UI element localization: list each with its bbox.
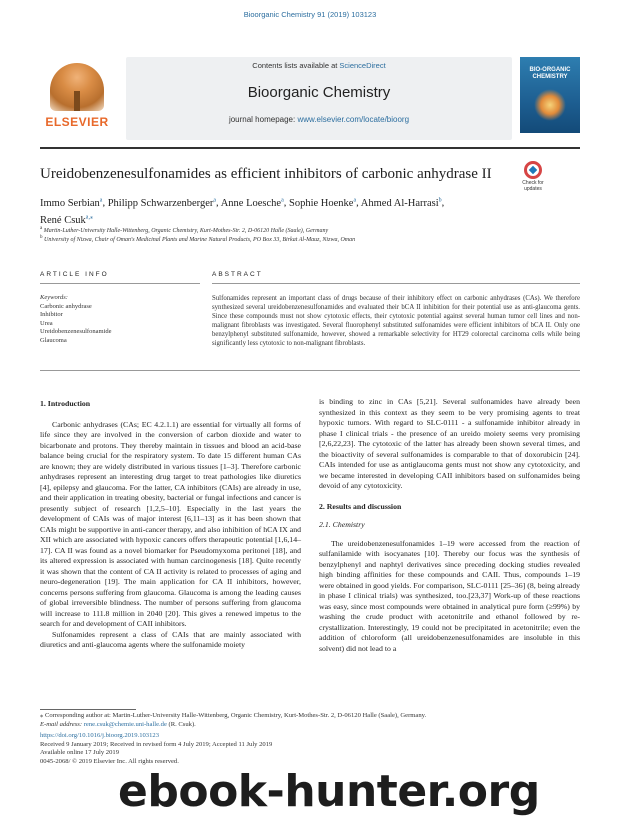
email-line: E-mail address: rene.csuk@chemie.uni-halle.de (R. Csuk). <box>40 720 196 728</box>
author-list <box>40 193 520 228</box>
email-link[interactable]: rene.csuk@chemie.uni-halle.de <box>83 720 167 728</box>
paragraph: The ureidobenzenesulfonamides 1–19 were accessed from the reaction of sulfanilamide with isocyanates [10]. Thereby our focus was the synthesis of benzylphenyl and naphtyl derivatives since preceding docking studies revealed high binding affinities for these compounds and CAII. Thus, compounds 1–19 were obtained in good yields. For comparison, SLC-0111 [25–36] (8, being already in phase I clinical trials) was synthesized, too.[23,37] Work-up of these reactions was easy, since most compounds were obtained in analytical pure form (≥99%) by washing the crude product with acetonitrile and ethanol followed by re-crystallization. Interestingly, 19 could not be precipitated in acetonitrile; even the addition of chloroform (all ureidobenzenesulfonamides are insoluble in this solvent) did not lead to a <box>319 538 580 653</box>
journal-header <box>40 57 580 140</box>
homepage-link[interactable]: www.elsevier.com/locate/bioorg <box>297 115 410 124</box>
keywords-block <box>40 294 111 345</box>
corresponding-author-note: ⁎ Corresponding author at: Martin-Luther-University Halle-Wittenberg, Organic Chemistry, Kurt-Mothes-Str. 2, D-06120 Halle (Saale), Germany. <box>40 712 427 719</box>
sciencedirect-link[interactable]: ScienceDirect <box>339 61 386 70</box>
header-divider <box>40 147 580 149</box>
paragraph: Sulfonamides represent a class of CAIs that are mainly associated with diuretics and anti-glaucoma agents where the sulfonamide moiety <box>40 629 301 649</box>
elsevier-logo <box>40 63 114 139</box>
article-info-heading: ARTICLE INFO <box>40 271 109 278</box>
doi-link[interactable]: https://doi.org/10.1016/j.bioorg.2019.103123 <box>40 732 159 740</box>
crossmark-icon <box>524 161 542 179</box>
introduction-heading: 1. Introduction <box>40 399 91 408</box>
publisher-name: ELSEVIER <box>45 115 109 129</box>
paragraph: Carbonic anhydrases (CAs; EC 4.2.1.1) are essential for virtually all forms of life since they are involved in the conversion of carbon dioxide and water to bicarbonate and protons. They thereby maintain in tissues and blood an acid-base balance being crucial for the respiratory system. To date 15 different human CAs are known; they are widely distributed in various tissues [1–3]. Therefore carbonic anhydrases represent an interesting drug target to treat pathologies like diuretics [4], epilepsy and glaucoma. For the latter, CA inhibitors (CAIs) are already in use, and their application in treating obesity, bacterial or fungal infections and cancer is presently subject of research [1,2,5–10]. Especially in the last years the development of CAIs was of major interest [6,11–13] as it has been shown that CAIs might be supportive in anti-cancer therapy, and also inhibition of hCA IX and XII which are associated with hypoxic cancers offers therapeutic potential [1,6,14–17]. CA II was found as a novel biomarker for Pseudomyxoma peritonei [18], and its altered expression is associated with human carcinogenesis [18]. Quite recently it was shown that the content of CA II activity is related to processes of aging and neuro-degeneration [19]. The main application for CA II inhibitors, however, concerns persons suffering from glaucoma. Glaucoma is among the leading causes of global irreversible blindness. The number of persons suffering from glaucoma will increase to 111.8 million in 2040 [20]. This gives a renewed impetus to the search for and development of CAII inhibitors. <box>40 419 301 628</box>
keyword: Glaucoma <box>40 336 67 344</box>
journal-reference[interactable]: Bioorganic Chemistry 91 (2019) 103123 <box>243 10 377 19</box>
author-corresponding[interactable]: René Csuk$^{a,⁎}$ <box>40 214 93 226</box>
article-title: Ureidobenzenesulfonamides as efficient inhibitors of carbonic anhydrase II <box>40 166 492 182</box>
keywords-title: Keywords: <box>40 294 68 301</box>
chemistry-subheading: 2.1. Chemistry <box>319 520 365 529</box>
copyright-line: 0045-2068/ © 2019 Elsevier Inc. All rights reserved. <box>40 757 179 765</box>
abstract-rule <box>212 283 580 284</box>
paragraph: is binding to zinc in CAs [5,21]. Several sulfonamides have already been synthesized in this context as they seem to be very promising agents to treat hypoxic tumors. With regard to SLC-0111 - a sulfonamide inhibitor already in phase I clinical trials - the presence of an ureido moiety seems very promising [2,6,22,23]. The cytotoxic of the latter has already been shown several times, and the bioactivity of several sulfonamides is comparable to that of doxorubicin [24]. CAIs intended for use as antiglaucoma gents must not show any cytotoxicity, and we became interested in developing CAII inhibitors based on sulfonamides being devoid of any cytotoxicity. <box>319 397 580 490</box>
homepage-prefix: journal homepage: <box>228 115 298 124</box>
elsevier-tree-icon <box>50 63 104 111</box>
author[interactable]: Immo Serbian$^a$ <box>40 197 103 209</box>
keyword: Inhibitor <box>40 311 63 318</box>
keyword: Ureidobenzenesulfonamide <box>40 328 112 335</box>
article-info-rule <box>40 283 200 284</box>
crossmark-label: Check for updates <box>522 180 544 192</box>
cover-molecule-icon <box>534 89 566 121</box>
keyword: Urea <box>40 319 53 327</box>
author[interactable]: Anne Loesche$^a$ <box>220 197 284 209</box>
affiliation-a: $^a$ Martin-Luther-University Halle-Wittenberg, Organic Chemistry, Kurt-Mothes-Str. 2, D-06120 Halle (Saale), Germany <box>40 226 329 234</box>
journal-title: Bioorganic Chemistry <box>247 84 391 101</box>
cover-title: BIO-ORGANIC CHEMISTRY <box>529 67 571 80</box>
available-line: Available online 17 July 2019 <box>40 749 119 757</box>
abstract-bottom-rule <box>40 370 580 371</box>
contents-line <box>126 61 512 70</box>
footnote-divider <box>40 709 136 710</box>
author[interactable]: Philipp Schwarzenberger$^a$ <box>107 197 217 209</box>
author-line-1: Immo Serbian$^a$, Philipp Schwarzenberger$^a$, Anne Loesche$^a$, Sophie Hoenke$^a$, Ahmed Al-Harrasi$^b$, <box>40 197 445 209</box>
author[interactable]: Sophie Hoenke$^a$ <box>288 197 357 209</box>
affiliation-b: $^b$ University of Nizwa, Chair of Oman's Medicinal Plants and Marine Natural Products, PO Box 33, Birkat Al-Mauz, Nizwa, Oman <box>40 235 356 243</box>
watermark-text: ebook-hunter.org <box>118 766 540 817</box>
left-column <box>40 399 301 651</box>
abstract-heading: ABSTRACT <box>212 271 263 278</box>
footnotes <box>40 712 580 767</box>
journal-title-box <box>126 57 512 140</box>
homepage-line <box>126 115 512 124</box>
received-line: Received 9 January 2019; Received in revised form 4 July 2019; Accepted 11 July 2019 <box>40 740 273 748</box>
crossmark-badge[interactable] <box>518 161 548 199</box>
author[interactable]: Ahmed Al-Harrasi$^b$ <box>360 197 442 209</box>
results-heading: 2. Results and discussion <box>319 501 402 511</box>
keyword: Carbonic anhydrase <box>40 302 92 310</box>
journal-cover-image <box>520 57 580 133</box>
abstract-text: Sulfonamides represent an important class of drugs because of their inhibitory effect on carbonic anhydrases (CAs). We therefore synthesized several ureidobenzenesulfonamides and evaluated their bCA II inhibition for their potential use as anti-glaucoma gents. Since these compounds must not show cytotoxic effects, their cytotoxic potential against several human tumor cell lines and non-malignant fibroblasts was investigated. Several fluorophenyl substituted sulfonamides were efficient inhibitors of bCA II. Only one benzylphenyl substituted sulfonamide, however, showed a remarkable selectivity for HT29 colorectal carcinoma cells while being significantly less cytotoxic to non-malignant fibroblasts. <box>212 295 580 347</box>
contents-prefix: Contents lists available at <box>252 61 340 70</box>
right-column <box>319 397 580 654</box>
